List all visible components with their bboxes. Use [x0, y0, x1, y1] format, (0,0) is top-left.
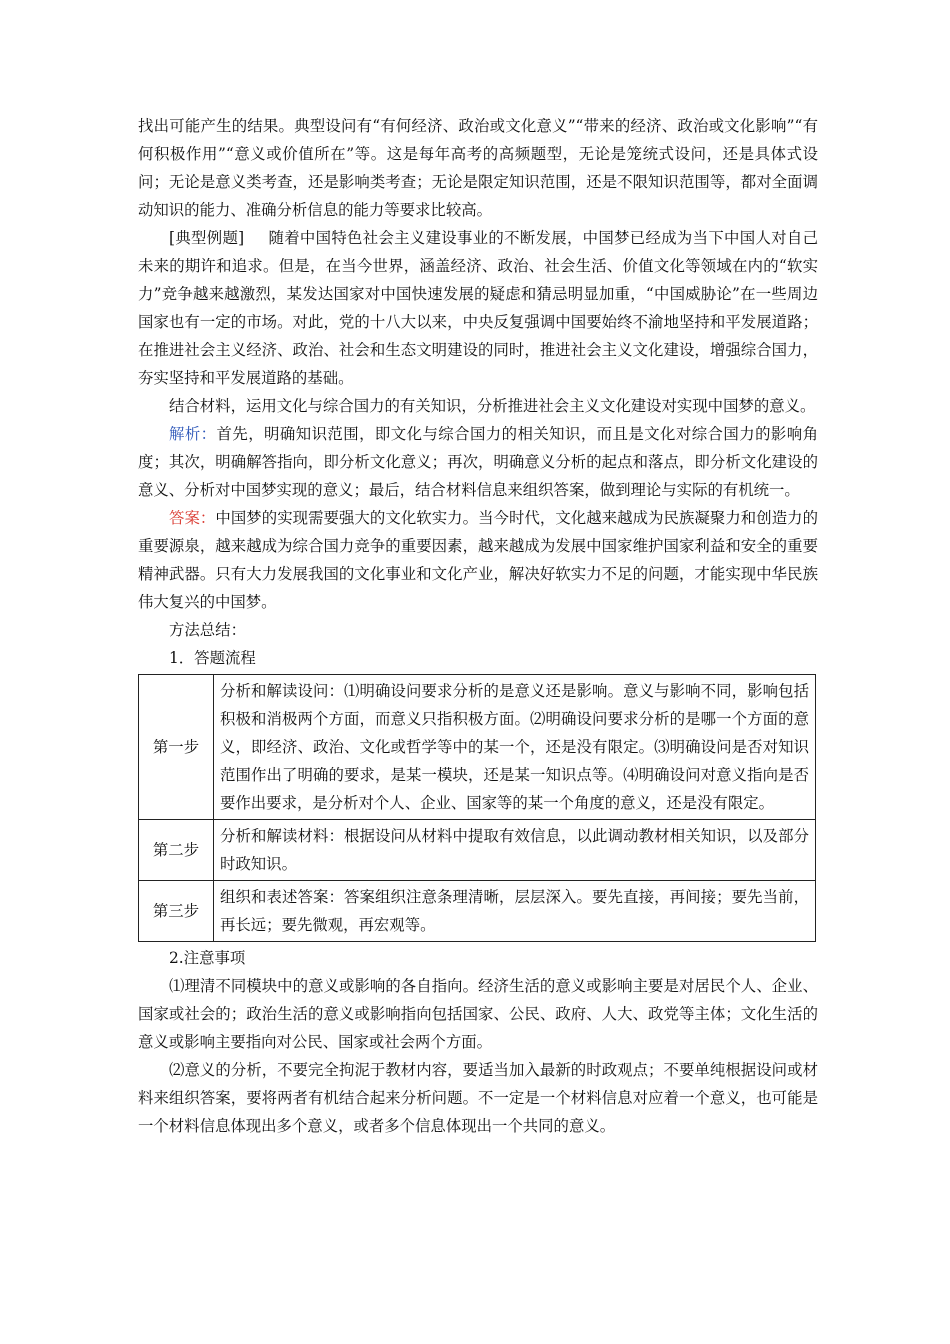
step-description: 分析和解读材料：根据设问从材料中提取有效信息，以此调动教材相关知识，以及部分时政知识。 — [214, 820, 816, 881]
example-label: [典型例题] — [169, 229, 245, 247]
step-name: 第二步 — [139, 820, 214, 881]
document-page — [138, 112, 818, 1140]
notes-heading: 2.注意事项 — [169, 949, 246, 967]
table-row — [139, 820, 816, 881]
analysis-paragraph — [138, 420, 818, 504]
table-row — [139, 881, 816, 942]
note-item: ⑵意义的分析，不要完全拘泥于教材内容，要适当加入最新的时政观点；不要单纯根据设问或材料来组织答案，要将两者有机结合起来分析问题。不一定是一个材料信息对应着一个意义，也可能是一个材料信息体现出多个意义，或者多个信息体现出一个共同的意义。 — [138, 1061, 818, 1135]
example-text: 随着中国特色社会主义建设事业的不断发展，中国梦已经成为当下中国人对自己未来的期许和追求。但是，在当今世界，涵盖经济、政治、社会生活、价值文化等领域在内的“软实力”竞争越来越激烈，某发达国家对中国快速发展的疑虑和猜忌明显加重，“中国威胁论”在一些周边国家也有一定的市场。对此，党的十八大以来，中央反复强调中国要始终不渝地坚持和平发展道路；在推进社会主义经济、政治、社会和生态文明建设的同时，推进社会主义文化建设，增强综合国力，夯实坚持和平发展道路的基础。 — [138, 229, 818, 387]
answer-paragraph — [138, 504, 818, 616]
answer-label: 答案： — [169, 509, 216, 527]
steps-table — [138, 674, 816, 942]
table-row — [139, 675, 816, 820]
flow-heading: 1．答题流程 — [169, 649, 256, 667]
step-name: 第一步 — [139, 675, 214, 820]
step-description: 分析和解读设问：⑴明确设问要求分析的是意义还是影响。意义与影响不同，影响包括积极和消极两个方面，而意义只指积极方面。⑵明确设问要求分析的是哪一个方面的意义，即经济、政治、文化或哲学等中的某一个，还是没有限定。⑶明确设问是否对知识范围作出了明确的要求，是某一模块，还是某一知识点等。⑷明确设问对意义指向是否要作出要求，是分析对个人、企业、国家等的某一个角度的意义，还是没有限定。 — [214, 675, 816, 820]
step-description: 组织和表述答案：答案组织注意条理清晰，层层深入。要先直接，再间接；要先当前，再长远；要先微观，再宏观等。 — [214, 881, 816, 942]
analysis-label: 解析： — [169, 425, 217, 443]
note-item: ⑴理清不同模块中的意义或影响的各自指向。经济生活的意义或影响主要是对居民个人、企业、国家或社会的；政治生活的意义或影响指向包括国家、公民、政府、人大、政党等主体；文化生活的意义或影响主要指向对公民、国家或社会两个方面。 — [138, 977, 818, 1051]
analysis-text: 首先，明确知识范围，即文化与综合国力的相关知识，而且是文化对综合国力的影响角度；其次，明确解答指向，即分析文化意义；再次，明确意义分析的起点和落点，即分析文化建设的意义、分析对中国梦实现的意义；最后，结合材料信息来组织答案，做到理论与实际的有机统一。 — [138, 425, 818, 499]
intro-paragraph: 找出可能产生的结果。典型设问有“有何经济、政治或文化意义”“带来的经济、政治或文化影响”“有何积极作用”“意义或价值所在”等。这是每年高考的高频题型，无论是笼统式设问，还是具体式设问；无论是意义类考查，还是影响类考查；无论是限定知识范围，还是不限知识范围等，都对全面调动知识的能力、准确分析信息的能力等要求比较高。 — [138, 117, 818, 219]
example-paragraph — [138, 224, 818, 392]
example-question: 结合材料，运用文化与综合国力的有关知识，分析推进社会主义文化建设对实现中国梦的意义。 — [169, 397, 816, 415]
step-name: 第三步 — [139, 881, 214, 942]
method-heading: 方法总结： — [169, 621, 246, 639]
answer-text: 中国梦的实现需要强大的文化软实力。当今时代，文化越来越成为民族凝聚力和创造力的重要源泉，越来越成为综合国力竞争的重要因素，越来越成为发展中国家维护国家利益和安全的重要精神武器。只有大力发展我国的文化事业和文化产业，解决好软实力不足的问题，才能实现中华民族伟大复兴的中国梦。 — [138, 509, 818, 611]
